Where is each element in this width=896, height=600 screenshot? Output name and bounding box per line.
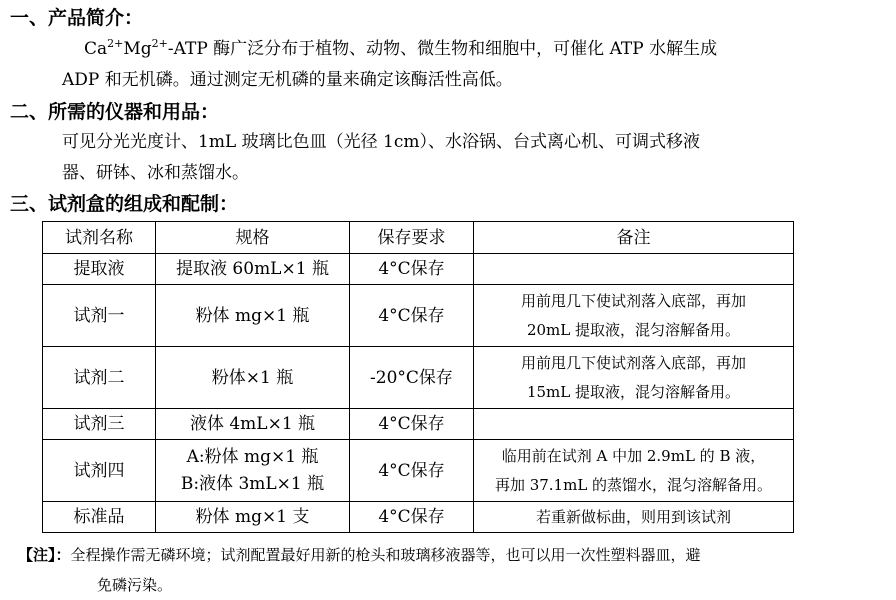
intro-line-1: $Ca^{2+}Mg^{2+}$-ATP 酶广泛分布于植物、动物、微生物和细胞中，可催化 ATP 水解生成 (84, 37, 718, 59)
reagent-name: 提取液 (43, 254, 156, 285)
header-reagent-name: 试剂名称 (43, 222, 156, 254)
reagent-spec: 粉体 mg×1 瓶 (156, 285, 350, 347)
reagent-storage: 4°C保存 (350, 440, 474, 502)
reagent-note: 若重新做标曲，则用到该试剂 (474, 502, 794, 533)
reagent-spec: 粉体 mg×1 支 (156, 502, 350, 533)
reagent-note: 用前甩几下使试剂落入底部，再加 15mL 提取液，混匀溶解备用。 (474, 347, 794, 409)
reagent-name: 试剂四 (43, 440, 156, 502)
reagent-note: 用前甩几下使试剂落入底部，再加 20mL 提取液，混匀溶解备用。 (474, 285, 794, 347)
table-row (43, 285, 794, 347)
reagent-name: 试剂二 (43, 347, 156, 409)
reagent-note: 临用前在试剂 A 中加 2.9mL 的 B 液， 再加 37.1mL 的蒸馏水，混匀溶解备用。 (474, 440, 794, 502)
table-row (43, 502, 794, 533)
table-row (43, 409, 794, 440)
intro-line-2: ADP 和无机磷。通过测定无机磷的量来确定该酶活性高低。 (62, 70, 513, 90)
reagent-name: 试剂一 (43, 285, 156, 347)
reagent-table (42, 221, 794, 533)
reagent-spec: A:粉体 mg×1 瓶 B:液体 3mL×1 瓶 (156, 440, 350, 502)
reagent-storage: -20°C保存 (350, 347, 474, 409)
section-heading-kit: 三、试剂盒的组成和配制： (10, 193, 239, 215)
reagent-note (474, 409, 794, 440)
reagent-spec: 粉体×1 瓶 (156, 347, 350, 409)
table-header-row (43, 222, 794, 254)
header-note: 备注 (474, 222, 794, 254)
table-row (43, 440, 794, 502)
equipment-line-2: 器、研钵、冰和蒸馏水。 (62, 163, 249, 183)
section-heading-equipment: 二、所需的仪器和用品： (10, 101, 220, 123)
reagent-storage: 4°C保存 (350, 285, 474, 347)
section-heading-intro: 一、产品简介： (10, 7, 144, 29)
table-row (43, 347, 794, 409)
reagent-name: 试剂三 (43, 409, 156, 440)
footnote-line-1: 【注】：全程操作需无磷环境；试剂配置最好用新的枪头和玻璃移液器等，也可以用一次性塑料器皿，避 (18, 546, 701, 564)
header-spec: 规格 (156, 222, 350, 254)
table-row (43, 254, 794, 285)
reagent-spec: 提取液 60mL×1 瓶 (156, 254, 350, 285)
footnote-label: 【注】： (18, 546, 71, 564)
reagent-spec: 液体 4mL×1 瓶 (156, 409, 350, 440)
header-storage: 保存要求 (350, 222, 474, 254)
reagent-name: 标准品 (43, 502, 156, 533)
footnote (18, 540, 833, 600)
equipment-line-1: 可见分光光度计、1mL 玻璃比色皿（光径 1cm）、水浴锅、台式离心机、可调式移液 (62, 132, 700, 152)
reagent-storage: 4°C保存 (350, 409, 474, 440)
reagent-note (474, 254, 794, 285)
reagent-storage: 4°C保存 (350, 254, 474, 285)
footnote-line-2: 免磷污染。 (97, 576, 173, 594)
reagent-storage: 4°C保存 (350, 502, 474, 533)
